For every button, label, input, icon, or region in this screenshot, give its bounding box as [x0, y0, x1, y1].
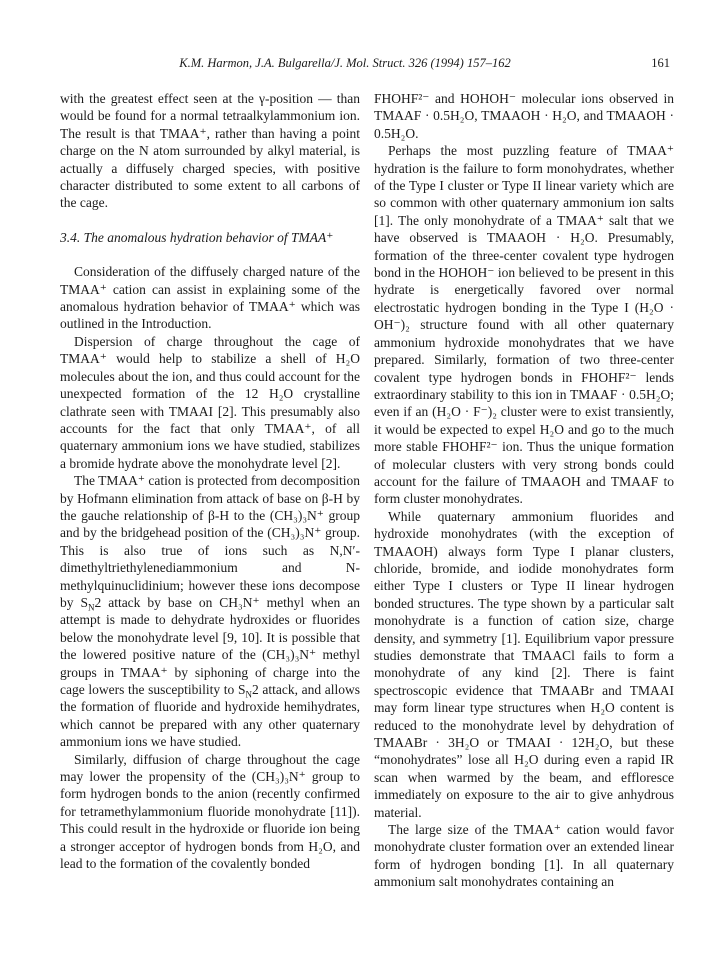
paragraph: FHOHF²⁻ and HOHOH⁻ molecular ions observed in TMAAF · 0.5H₂O, TMAAOH · H₂O, and TMAAOH · 0.5H₂O. [374, 91, 674, 141]
page-header [60, 54, 670, 72]
paragraph: with the greatest effect seen at the γ-position — than would be found for a normal tetraalkylammonium ion. The result is that TMAA⁺, rather than having a point charge on the N atom surrounded by alkyl material, is actually a diffusely charged species, with positive character distributed to some extent to all carbons of the cage. [60, 91, 360, 211]
paragraph: The TMAA⁺ cation is protected from decomposition by Hofmann elimination from attack of base on β-H by the gauche relationship of β-H to the (CH₃)₃N⁺ group and by the bridgehead position of the (CH₃)₃N⁺ group. This is also true of ions such as N,N′-dimethyltriethylenediammonium and N-methylquinuclidinium; however these ions decompose by $S_N2$ attack by base on CH₃N⁺ methyl when an attempt is made to dehydrate hydroxides or fluorides below the monohydrate level [9, 10]. It is possible that the lowered positive nature of the (CH₃)₃N⁺ methyl groups in TMAA⁺ by siphoning of charge into the cage lowers the susceptibility to $S_N2$ attack, and allows the formation of fluoride and hydroxide hemihydrates, which cannot be prepared with any other quaternary ammonium ions we have studied. [60, 473, 361, 750]
left-column [60, 90, 360, 872]
section-heading: 3.4. The anomalous hydration behavior of TMAA⁺ [60, 229, 334, 245]
running-head: K.M. Harmon, J.A. Bulgarella/J. Mol. Struct. 326 (1994) 157–162 [179, 56, 511, 70]
paragraph: The large size of the TMAA⁺ cation would favor monohydrate cluster formation over an extended linear form of hydrogen bonding [1]. In all quaternary ammonium salt monohydrates containing an [374, 822, 674, 890]
page-number: 161 [651, 56, 670, 70]
paragraph: Perhaps the most puzzling feature of TMAA⁺ hydration is the failure to form monohydrates, whether of the Type I cluster or Type II linear variety which are so common with other quaternary ammonium ion salts [1]. The only monohydrate of a TMAA⁺ salt that we have observed is TMAAOH · H₂O. Presumably, formation of the three-center covalent type hydrogen bond in the HOHOH⁻ ion believed to be present in this hydrate is energetically favored over normal electrostatic hydrogen bonding in the Type I (H₂O · OH⁻)₂ structure found with all other quaternary ammonium hydroxide monohydrates that we have prepared. Similarly, formation of two three-center covalent type hydrogen bonds in FHOHF²⁻ lends extraordinary stability to this ion in TMAAF · 0.5H₂O; even if an (H₂O · F⁻)₂ cluster were to exist transiently, it would be expected to expel H₂O and go to the much more stable FHOHF²⁻ ion. Thus the unique formation of molecular clusters with very strong bonds could account for the failure of TMAAOH and TMAAF to form cluster monohydrates. [374, 143, 674, 507]
paragraph: Consideration of the diffusely charged nature of the TMAA⁺ cation can assist in explaining some of the anomalous hydration behavior of TMAA⁺ which was outlined in the Introduction. [60, 264, 360, 332]
paragraph: Dispersion of charge throughout the cage of TMAA⁺ would help to stabilize a shell of H₂O molecules about the ion, and thus could account for the unexpected formation of the 12 H₂O crystalline clathrate seen with TMAAI [2]. This presumably also accounts for the fact that only TMAA⁺, of all quaternary ammonium ions we have studied, stabilizes a bromide hydrate above the monohydrate level [2]. [60, 333, 360, 471]
paragraph: Similarly, diffusion of charge throughout the cage may lower the propensity of the (CH₃)₃N⁺ group to form hydrogen bonds to the anion (recently confirmed for tetramethylammonium fluoride monohydrate [11]). This could result in the hydroxide or fluoride ion being a stronger acceptor of hydrogen bonds from H₂O, and lead to the formation of the covalently bonded [60, 751, 360, 872]
paragraph: While quaternary ammonium fluorides and hydroxide monohydrates (with the exception of TMAAOH) always form Type I planar clusters, chloride, bromide, and iodide monohydrates form either Type I clusters or Type II linear hydrogen bonded structures. The type shown by a particular salt monohydrate is a function of cation size, charge density, and symmetry [1]. Equilibrium vapor pressure studies demonstrate that TMAACl fails to form a monohydrate of any kind [2]. There is faint spectroscopic evidence that TMAABr and TMAAI may form linear type structures when H₂O content is reduced to the monohydrate level by dehydration of TMAABr · 3H₂O or TMAAI · 12H₂O, but these “monohydrates” lose all H₂O during even a rapid IR scan when warmed by the beam, and effloresce immediately on exposure to the air to give anhydrous material. [374, 508, 674, 820]
right-column [374, 90, 674, 891]
